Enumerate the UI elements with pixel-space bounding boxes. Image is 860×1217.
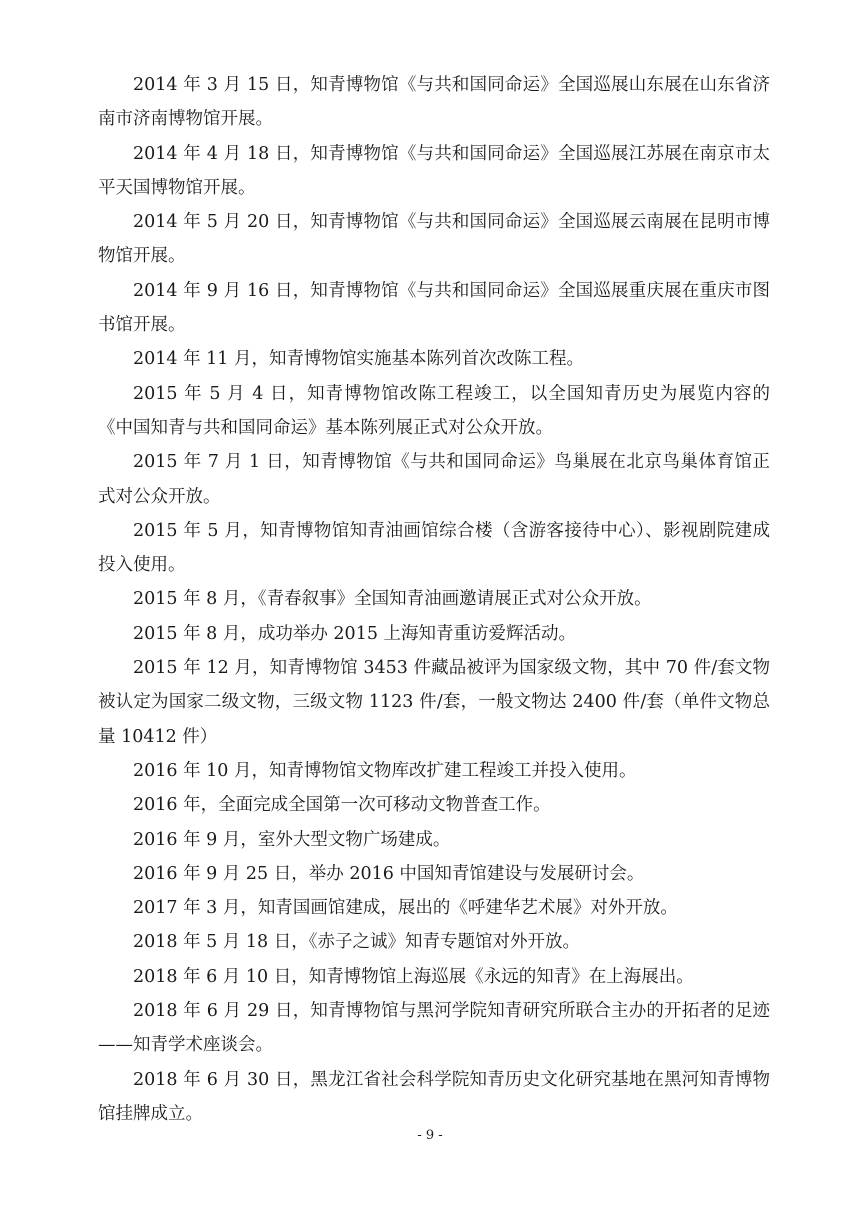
paragraph: 2016 年，全面完成全国第一次可移动文物普查工作。 xyxy=(133,795,551,816)
paragraph: 2014 年 9 月 16 日，知青博物馆《与共和国同命运》全国巡展重庆展在重庆市图书馆开展。 xyxy=(98,280,770,336)
paragraph: 2015 年 12 月，知青博物馆 3453 件藏品被评为国家级文物，其中 70 件/套文物被认定为国家二级文物，三级文物 1123 件/套，一般文物达 2400 件/套（单件文物总量 10412 件） xyxy=(98,658,770,747)
paragraph: 2017 年 3 月，知青国画馆建成，展出的《呼建华艺术展》对外开放。 xyxy=(133,898,678,919)
paragraph: 2014 年 4 月 18 日，知青博物馆《与共和国同命运》全国巡展江苏展在南京市太平天国博物馆开展。 xyxy=(98,143,770,198)
paragraph: 2016 年 9 月 25 日，举办 2016 中国知青馆建设与发展研讨会。 xyxy=(133,863,645,884)
paragraph: 2014 年 5 月 20 日，知青博物馆《与共和国同命运》全国巡展云南展在昆明市博物馆开展。 xyxy=(98,212,770,267)
document-body xyxy=(98,68,770,1131)
page-number: - 9 - xyxy=(417,1128,443,1143)
paragraph: 2018 年 6 月 29 日，知青博物馆与黑河学院知青研究所联合主办的开拓者的足迹——知青学术座谈会。 xyxy=(98,1001,770,1056)
paragraph: 2018 年 6 月 30 日，黑龙江省社会科学院知青历史文化研究基地在黑河知青博物馆挂牌成立。 xyxy=(98,1069,770,1124)
paragraph: 2018 年 6 月 10 日，知青博物馆上海巡展《永远的知青》在上海展出。 xyxy=(133,966,694,987)
paragraph: 2014 年 3 月 15 日，知青博物馆《与共和国同命运》全国巡展山东展在山东省济南市济南博物馆开展。 xyxy=(98,75,770,130)
paragraph: 2018 年 5 月 18 日，《赤子之诚》知青专题馆对外开放。 xyxy=(133,932,581,953)
paragraph: 2015 年 8 月，成功举办 2015 上海知青重访爱辉活动。 xyxy=(133,623,577,644)
paragraph: 2015 年 5 月 4 日，知青博物馆改陈工程竣工，以全国知青历史为展览内容的《中国知青与共和国同命运》基本陈列展正式对公众开放。 xyxy=(98,383,770,438)
paragraph: 2015 年 5 月，知青博物馆知青油画馆综合楼（含游客接待中心）、影视剧院建成投入使用。 xyxy=(98,520,770,576)
paragraph: 2016 年 9 月，室外大型文物广场建成。 xyxy=(133,829,451,850)
paragraph: 2016 年 10 月，知青博物馆文物库改扩建工程竣工并投入使用。 xyxy=(133,760,637,781)
paragraph: 2015 年 7 月 1 日，知青博物馆《与共和国同命运》鸟巢展在北京鸟巢体育馆正式对公众开放。 xyxy=(98,452,770,507)
paragraph: 2015 年 8 月，《青春叙事》全国知青油画邀请展正式对公众开放。 xyxy=(133,589,652,610)
paragraph: 2014 年 11 月，知青博物馆实施基本陈列首次改陈工程。 xyxy=(133,349,584,370)
